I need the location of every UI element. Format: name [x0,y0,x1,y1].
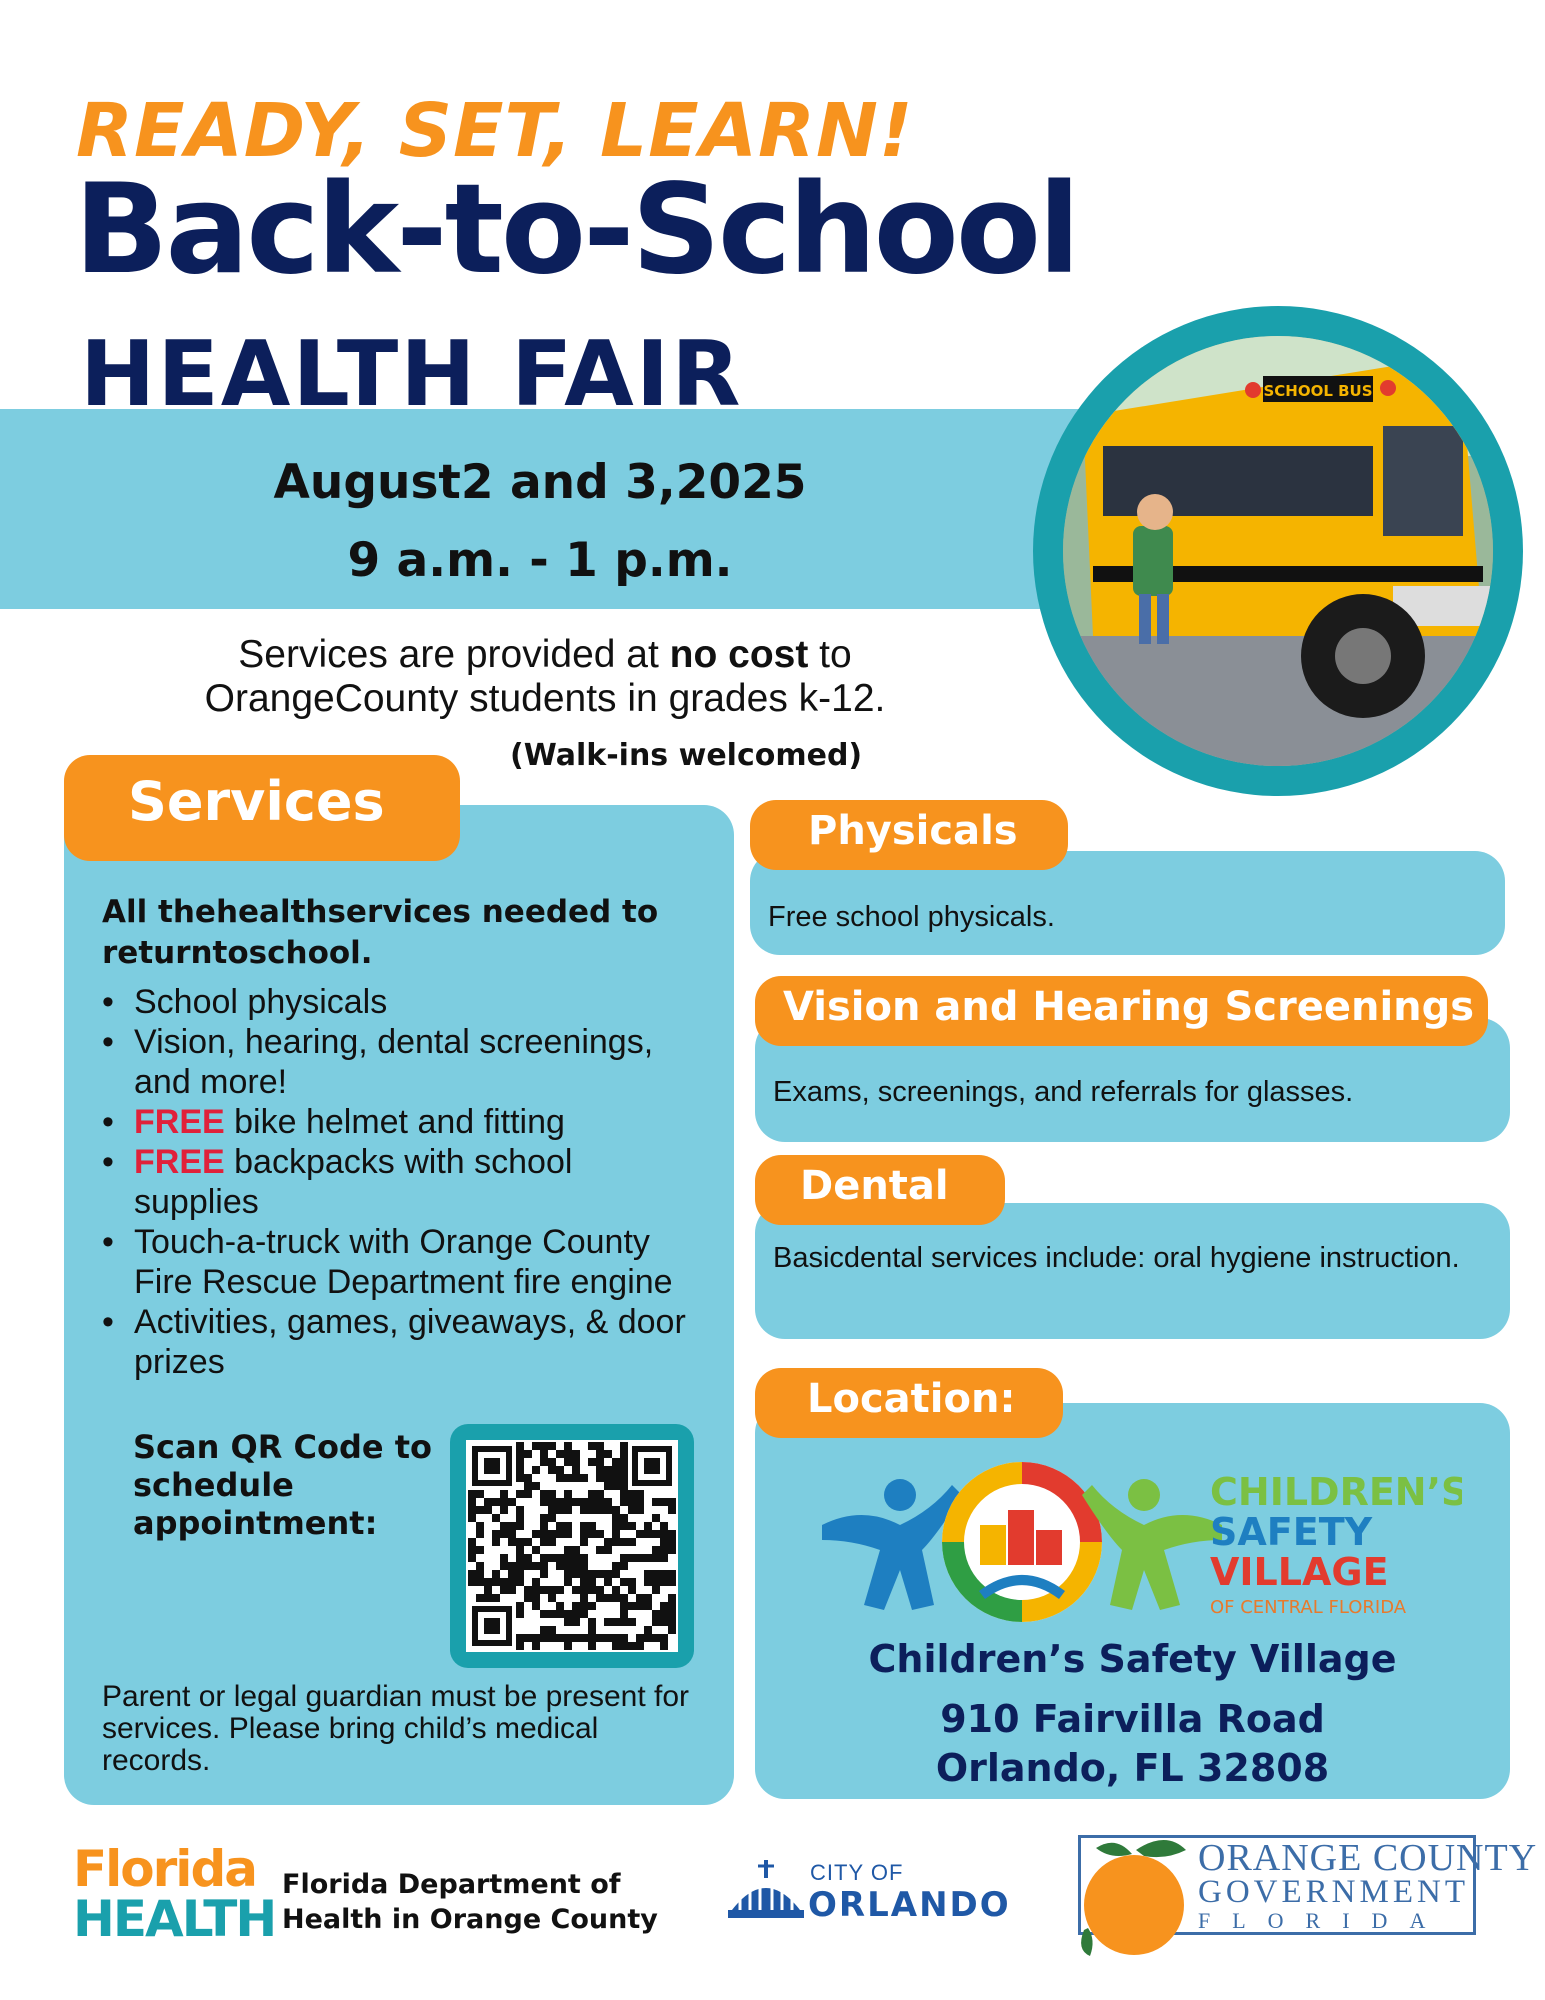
event-date: August2 and 3,2025 [273,455,807,510]
intro-no-cost: no cost [669,633,809,676]
page-title: Back-to-School [74,158,1078,302]
intro-part2: to OrangeCounty students in grades k-12. [204,633,886,720]
childrens-safety-village-logo [822,1455,1462,1630]
intro-text [120,633,970,721]
logo-text-3: VILLAGE [1210,1550,1389,1594]
list-item [102,1022,702,1102]
orlando-label: ORLANDO [808,1885,1011,1925]
eyebrow-heading: READY, SET, LEARN! [76,88,914,174]
intro-part1: Services are provided at [238,633,670,676]
vision-text: Exams, screenings, and referrals for glasses. [773,1076,1354,1108]
list-item-text: Vision, hearing, dental screenings, and more! [134,1023,654,1101]
florida-health-logo-top: Florida [73,1840,256,1898]
physicals-text: Free school physicals. [768,901,1055,933]
list-item-text: School physicals [134,983,388,1021]
city-of-orlando-icon [726,1856,806,1922]
florida-label: FLORIDA [1198,1908,1448,1933]
government-label: GOVERNMENT [1198,1874,1469,1910]
services-list [102,982,702,1382]
list-item [102,1302,702,1382]
location-tab: Location: [755,1368,1063,1438]
logo-text-4: OF CENTRAL FLORIDA [1210,1597,1407,1618]
page-subtitle: HEALTH FAIR [80,322,743,427]
orange-county-label: ORANGE COUNTY [1198,1837,1538,1879]
dental-text: Basicdental services include: oral hygiene instruction. [773,1242,1460,1274]
orange-fruit-icon [1066,1830,1196,1960]
list-item [102,1102,702,1142]
florida-health-logo-bottom: HEALTH [73,1890,276,1948]
florida-dept-name: Florida Department of Health in Orange County [282,1869,658,1935]
list-item-text: Touch-a-truck with Orange County Fire Rescue Department fire engine [134,1223,673,1301]
qr-label: Scan QR Code to schedule appointment: [133,1428,433,1542]
physicals-tab: Physicals [750,800,1068,870]
list-item-text: bike helmet and fitting [224,1103,565,1141]
event-time: 9 a.m. - 1 p.m. [347,533,733,588]
location-city: Orlando, FL 32808 [935,1746,1330,1790]
location-name: Children’s Safety Village [868,1637,1397,1681]
logo-text-2: SAFETY [1210,1510,1373,1554]
list-item [102,1142,702,1222]
list-item-text: Activities, games, giveaways, & door prizes [134,1303,686,1381]
list-item [102,1222,702,1302]
walkins-note: (Walk-ins welcomed) [510,738,863,773]
list-item [102,982,702,1022]
list-item-text: backpacks with school supplies [134,1143,573,1221]
services-intro: All thehealthservices needed to returntoschool. [102,894,659,971]
qr-code[interactable] [466,1440,678,1652]
bus-sign-text: SCHOOL BUS [1263,382,1373,400]
school-bus-photo [1063,336,1493,766]
vision-tab: Vision and Hearing Screenings [755,976,1488,1046]
dental-tab: Dental [755,1155,1005,1225]
city-of-label: CITY OF [810,1860,904,1885]
guardian-note: Parent or legal guardian must be present for services. Please bring child’s medical records. [102,1680,690,1777]
services-tab: Services [64,755,460,861]
free-label: FREE [134,1103,225,1141]
free-label: FREE [134,1143,225,1181]
logo-text-1: CHILDREN’S [1210,1470,1462,1514]
location-street: 910 Fairvilla Road [940,1697,1325,1741]
